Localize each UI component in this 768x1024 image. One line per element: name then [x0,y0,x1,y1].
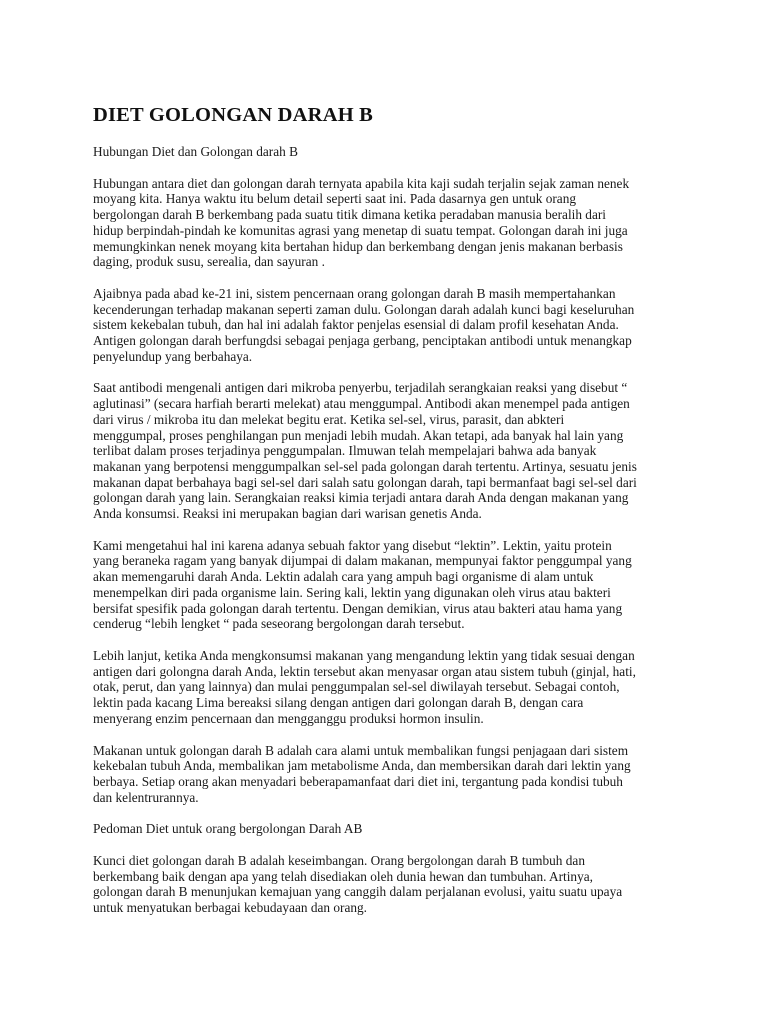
text-line: antigen dari golongna darah Anda, lektin tersebut akan menyasar organ atau sistem tubuh (ginjal, hati, [93,663,636,679]
text-line: menyerang enzim pencernaan dan mengganggu produksi hormon insulin. [93,710,484,726]
paragraph [93,380,679,521]
text-line: bersifat spesifik pada golongan darah tertentu. Dengan demikian, virus atau bakteri atau hama yang [93,600,623,616]
text-line: akan memengaruhi darah Anda. Lektin adalah cara yang ampuh bagi organisme di alam untuk [93,569,594,585]
text-line: Pedoman Diet untuk orang bergolongan Darah AB [93,821,363,837]
text-line: Anda konsumsi. Reaksi ini merupakan bagian dari warisan genetis Anda. [93,506,482,522]
text-line: Hubungan antara diet dan golongan darah ternyata apabila kita kaji sudah terjalin sejak zaman nenek [93,175,630,191]
paragraph [93,538,679,632]
text-line: berbaya. Setiap orang akan menyadari beberapamanfaat dari diet ini, tergantung pada kondisi tubuh [93,773,623,789]
paragraph [93,853,679,916]
text-line: untuk menyatukan berbagai kebudayaan dan orang. [93,900,367,916]
text-line: memungkinkan nenek moyang kita bertahan hidup dan berkembang dengan jenis makanan berbasis [93,238,623,254]
text-line: aglutinasi” (secara harfiah berarti melekat) atau menggumpal. Antibodi akan menempel pada antigen [93,396,630,412]
text-line: kecenderungan terhadap makanan seperti zaman dulu. Golongan darah adalah kunci bagi keseluruhan [93,301,635,317]
paragraph [93,648,679,727]
paragraph [93,743,679,806]
text-line: dan kelentrurannya. [93,789,199,805]
document-body [93,176,679,916]
text-line: Ajaibnya pada abad ke-21 ini, sistem pencernaan orang golongan darah B masih mempertahankan [93,285,616,301]
document-page [93,103,679,916]
text-line: sistem kekebalan tubuh, dan hal ini adalah faktor penjelas esensial di dalam profil kesehatan Anda. [93,317,619,333]
text-line: makanan yang berpotensi menggumpalkan sel-sel pada golongan darah tertentu. Artinya, sesuatu jenis [93,458,637,474]
text-line: makanan dapat berbahaya bagi sel-sel dari salah satu golongan darah, tapi bermanfaat bagi sel-sel dari [93,474,637,490]
text-line: penyelundup yang berbahaya. [93,348,253,364]
text-line: menggumpal, proses penghilangan pun menjadi lebih mudah. Akan tetapi, ada banyak hal lain yang [93,427,624,443]
text-line: Makanan untuk golongan darah B adalah cara alami untuk membalikan fungsi penjagaan dari sistem [93,742,629,758]
paragraph [93,176,679,270]
text-line: golongan darah B menunjukan kemajuan yang canggih dalam perjalanan evolusi, yaitu suatu upaya [93,884,623,900]
text-line: cenderug “lebih lengket “ pada seseorang bergolongan darah tersebut. [93,616,465,632]
text-line: lektin pada kacang Lima bereaksi silang dengan antigen dari golongan darah B, dengan cara [93,695,584,711]
text-line: kekebalan tubuh Anda, membalikan jam metabolisme Anda, dan membersikan darah dari lektin yang [93,758,631,774]
document-title: DIET GOLONGAN DARAH B [93,104,374,126]
text-line: Kami mengetahui hal ini karena adanya sebuah faktor yang disebut “lektin”. Lektin, yaitu protein [93,537,612,553]
text-line: moyang kita. Hanya waktu itu belum detail seperti saat ini. Pada dasarnya gen untuk orang [93,191,576,207]
text-line: Saat antibodi mengenali antigen dari mikroba penyerbu, terjadilah serangkaian reaksi yang disebut “ [93,380,628,396]
text-line: Lebih lanjut, ketika Anda mengkonsumsi makanan yang mengandung lektin yang tidak sesuai dengan [93,647,635,663]
text-line: hidup berpindah-pindah ke komunitas agrasi yang menetap di suatu tempat. Golongan darah ini juga [93,222,628,238]
text-line: yang beraneka ragam yang banyak dijumpai di dalam makanan, mempunyai faktor penggumpal yang [93,553,632,569]
text-line: Antigen golongan darah berfungdsi sebagai penjaga gerbang, penciptakan antibodi untuk menangkap [93,333,632,349]
text-line: golongan darah yang lain. Serangkaian reaksi kimia terjadi antara darah Anda dengan makanan yang [93,490,629,506]
text-line: berkembang baik dengan apa yang telah disediakan oleh dunia hewan dan tumbuhan. Artinya, [93,868,593,884]
section-heading [93,821,679,837]
text-line: menempelkan diri pada organisme lain. Sering kali, lektin yang digunakan oleh virus atau bakteri [93,584,611,600]
text-line: otak, perut, dan yang lainnya) dan mulai penggumpalan sel-sel diwilayah tersebut. Sebagai contoh, [93,679,620,695]
text-line: Kunci diet golongan darah B adalah keseimbangan. Orang bergolongan darah B tumbuh dan [93,853,585,869]
paragraph [93,286,679,365]
text-line: terlibat dalam proses terjadinya penggumpalan. Ilmuwan telah mempelajari bahwa ada banyak [93,443,597,459]
text-line: bergolongan darah B berkembang pada suatu titik dimana ketika peradaban manusia beralih dari [93,207,606,223]
text-line: dari virus / mikroba itu dan melekat begitu erat. Ketika sel-sel, virus, parasit, dan abkteri [93,411,565,427]
document-subtitle: Hubungan Diet dan Golongan darah B [93,144,298,159]
text-line: daging, produk susu, serealia, dan sayuran . [93,254,325,270]
